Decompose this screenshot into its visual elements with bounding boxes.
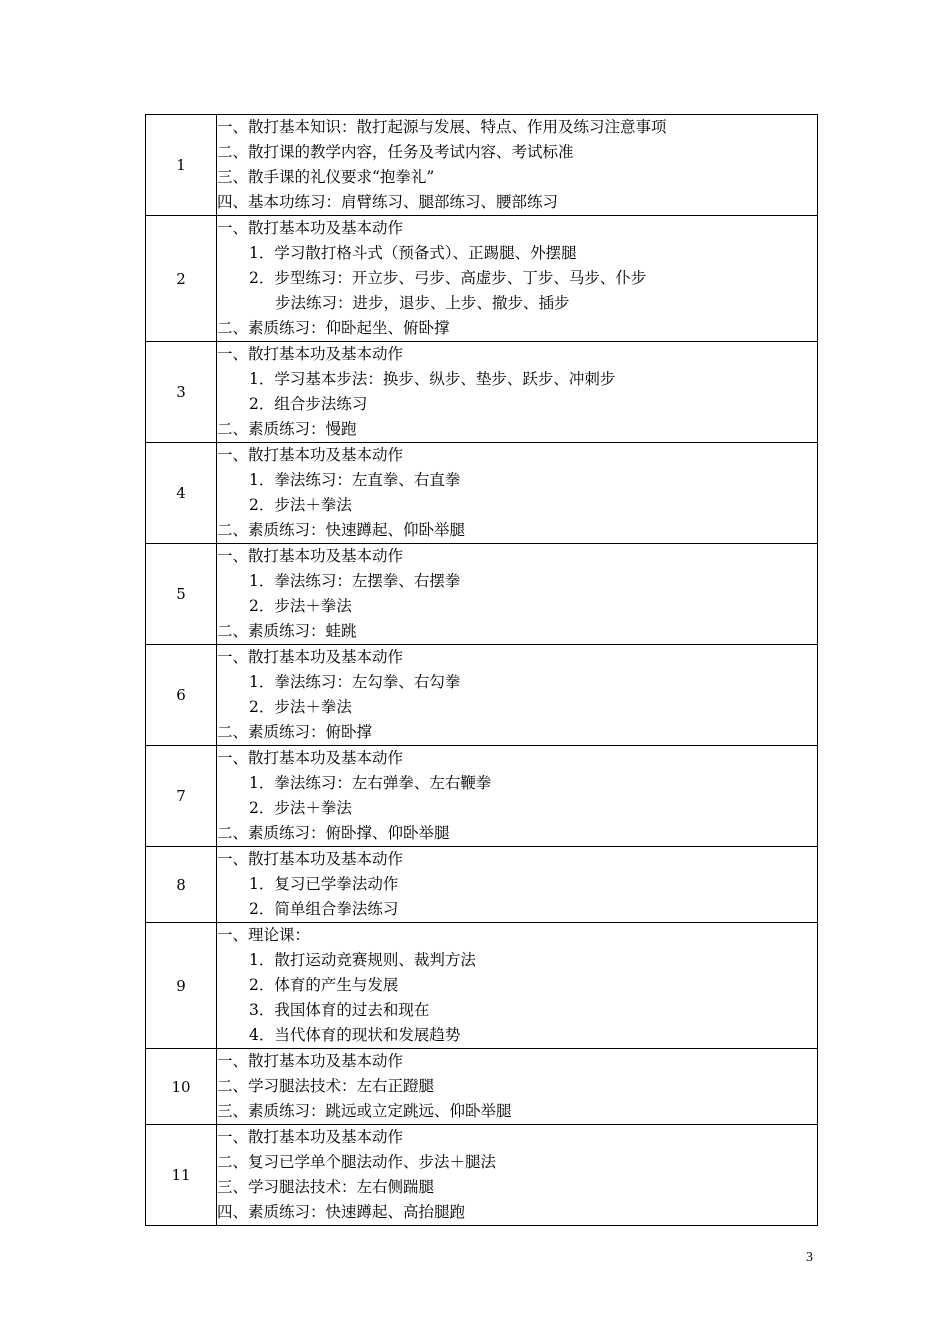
lesson-content-line: 一、散打基本功及基本动作 (217, 345, 404, 363)
lesson-content-line: 1．拳法练习：左直拳、右直拳 (249, 471, 461, 489)
lesson-content-line: 2．体育的产生与发展 (249, 976, 399, 994)
table-row (146, 645, 818, 746)
lesson-content-line: 2．步型练习：开立步、弓步、高虚步、丁步、马步、仆步 (249, 269, 647, 287)
lesson-content-line: 2．组合步法练习 (249, 395, 368, 413)
lesson-content-line: 一、散打基本功及基本动作 (217, 1128, 404, 1146)
week-number-cell: 6 (146, 645, 217, 746)
week-number-cell: 2 (146, 216, 217, 342)
table-row (146, 847, 818, 923)
table-row (146, 342, 818, 443)
lesson-content-cell (217, 1125, 818, 1226)
lesson-content-line: 3．我国体育的过去和现在 (249, 1001, 430, 1019)
lesson-content-line: 1．拳法练习：左右弹拳、左右鞭拳 (249, 774, 492, 792)
lesson-content-line: 2．步法＋拳法 (249, 698, 352, 716)
lesson-content-cell (217, 746, 818, 847)
week-number-cell: 1 (146, 115, 217, 216)
table-row (146, 216, 818, 342)
lesson-content-line: 三、学习腿法技术：左右侧踹腿 (217, 1178, 435, 1196)
lesson-content-line: 2．简单组合拳法练习 (249, 900, 399, 918)
lesson-content-cell (217, 115, 818, 216)
lesson-content-line: 一、散打基本功及基本动作 (217, 850, 404, 868)
table-row (146, 115, 818, 216)
lesson-content-line: 二、素质练习：俯卧撑、仰卧举腿 (217, 824, 450, 842)
lesson-content-cell (217, 342, 818, 443)
lesson-content-line: 2．步法＋拳法 (249, 799, 352, 817)
lesson-content-line: 一、散打基本功及基本动作 (217, 547, 404, 565)
lesson-content-line: 四、素质练习：快速蹲起、高抬腿跑 (217, 1203, 466, 1221)
lesson-content-line: 二、学习腿法技术：左右正蹬腿 (217, 1077, 435, 1095)
lesson-content-line: 4．当代体育的现状和发展趋势 (249, 1026, 461, 1044)
lesson-content-cell (217, 923, 818, 1049)
lesson-content-line: 一、散打基本功及基本动作 (217, 749, 404, 767)
lesson-content-cell (217, 216, 818, 342)
lesson-content-line: 二、散打课的教学内容，任务及考试内容、考试标准 (217, 143, 574, 161)
lesson-content-line: 二、复习已学单个腿法动作、步法＋腿法 (217, 1153, 497, 1171)
lesson-content-cell (217, 1049, 818, 1125)
lesson-content-line: 1．学习基本步法：换步、纵步、垫步、跃步、冲刺步 (249, 370, 616, 388)
week-number-cell: 9 (146, 923, 217, 1049)
lesson-content-cell (217, 544, 818, 645)
table-row (146, 1049, 818, 1125)
lesson-content-line: 1．复习已学拳法动作 (249, 875, 399, 893)
lesson-content-line: 二、素质练习：慢跑 (217, 420, 357, 438)
lesson-content-line: 一、散打基本功及基本动作 (217, 446, 404, 464)
lesson-content-line: 四、基本功练习：肩臂练习、腿部练习、腰部练习 (217, 193, 559, 211)
table-row (146, 443, 818, 544)
lesson-content-line: 1．拳法练习：左摆拳、右摆拳 (249, 572, 461, 590)
lesson-content-line: 1．拳法练习：左勾拳、右勾拳 (249, 673, 461, 691)
course-schedule-table (145, 114, 818, 1226)
lesson-content-line: 1．学习散打格斗式（预备式）、正踢腿、外摆腿 (249, 244, 577, 262)
lesson-content-line: 一、散打基本功及基本动作 (217, 648, 404, 666)
week-number-cell: 5 (146, 544, 217, 645)
week-number-cell: 8 (146, 847, 217, 923)
lesson-content-line: 二、素质练习：仰卧起坐、俯卧撑 (217, 319, 450, 337)
lesson-content-line: 三、散手课的礼仪要求“抱拳礼” (217, 168, 435, 186)
week-number-cell: 4 (146, 443, 217, 544)
lesson-content-line: 二、素质练习：俯卧撑 (217, 723, 373, 741)
table-row (146, 544, 818, 645)
lesson-content-line: 2．步法＋拳法 (249, 496, 352, 514)
lesson-content-line: 二、素质练习：蛙跳 (217, 622, 357, 640)
lesson-content-line: 步法练习：进步，退步、上步、撤步、插步 (275, 294, 570, 312)
lesson-content-cell (217, 645, 818, 746)
week-number-cell: 3 (146, 342, 217, 443)
table-row (146, 1125, 818, 1226)
lesson-content-line: 三、素质练习：跳远或立定跳远、仰卧举腿 (217, 1102, 512, 1120)
lesson-content-cell (217, 443, 818, 544)
lesson-content-line: 2．步法＋拳法 (249, 597, 352, 615)
schedule-table-body (146, 115, 818, 1226)
lesson-content-line: 1．散打运动竞赛规则、裁判方法 (249, 951, 476, 969)
lesson-content-line: 二、素质练习：快速蹲起、仰卧举腿 (217, 521, 466, 539)
lesson-content-line: 一、散打基本功及基本动作 (217, 219, 404, 237)
lesson-content-cell (217, 847, 818, 923)
page-number: 3 (806, 1250, 813, 1265)
lesson-content-line: 一、散打基本知识：散打起源与发展、特点、作用及练习注意事项 (217, 118, 667, 136)
week-number-cell: 10 (146, 1049, 217, 1125)
week-number-cell: 11 (146, 1125, 217, 1226)
week-number-cell: 7 (146, 746, 217, 847)
table-row (146, 923, 818, 1049)
lesson-content-line: 一、散打基本功及基本动作 (217, 1052, 404, 1070)
table-row (146, 746, 818, 847)
lesson-content-line: 一、理论课： (217, 926, 311, 944)
